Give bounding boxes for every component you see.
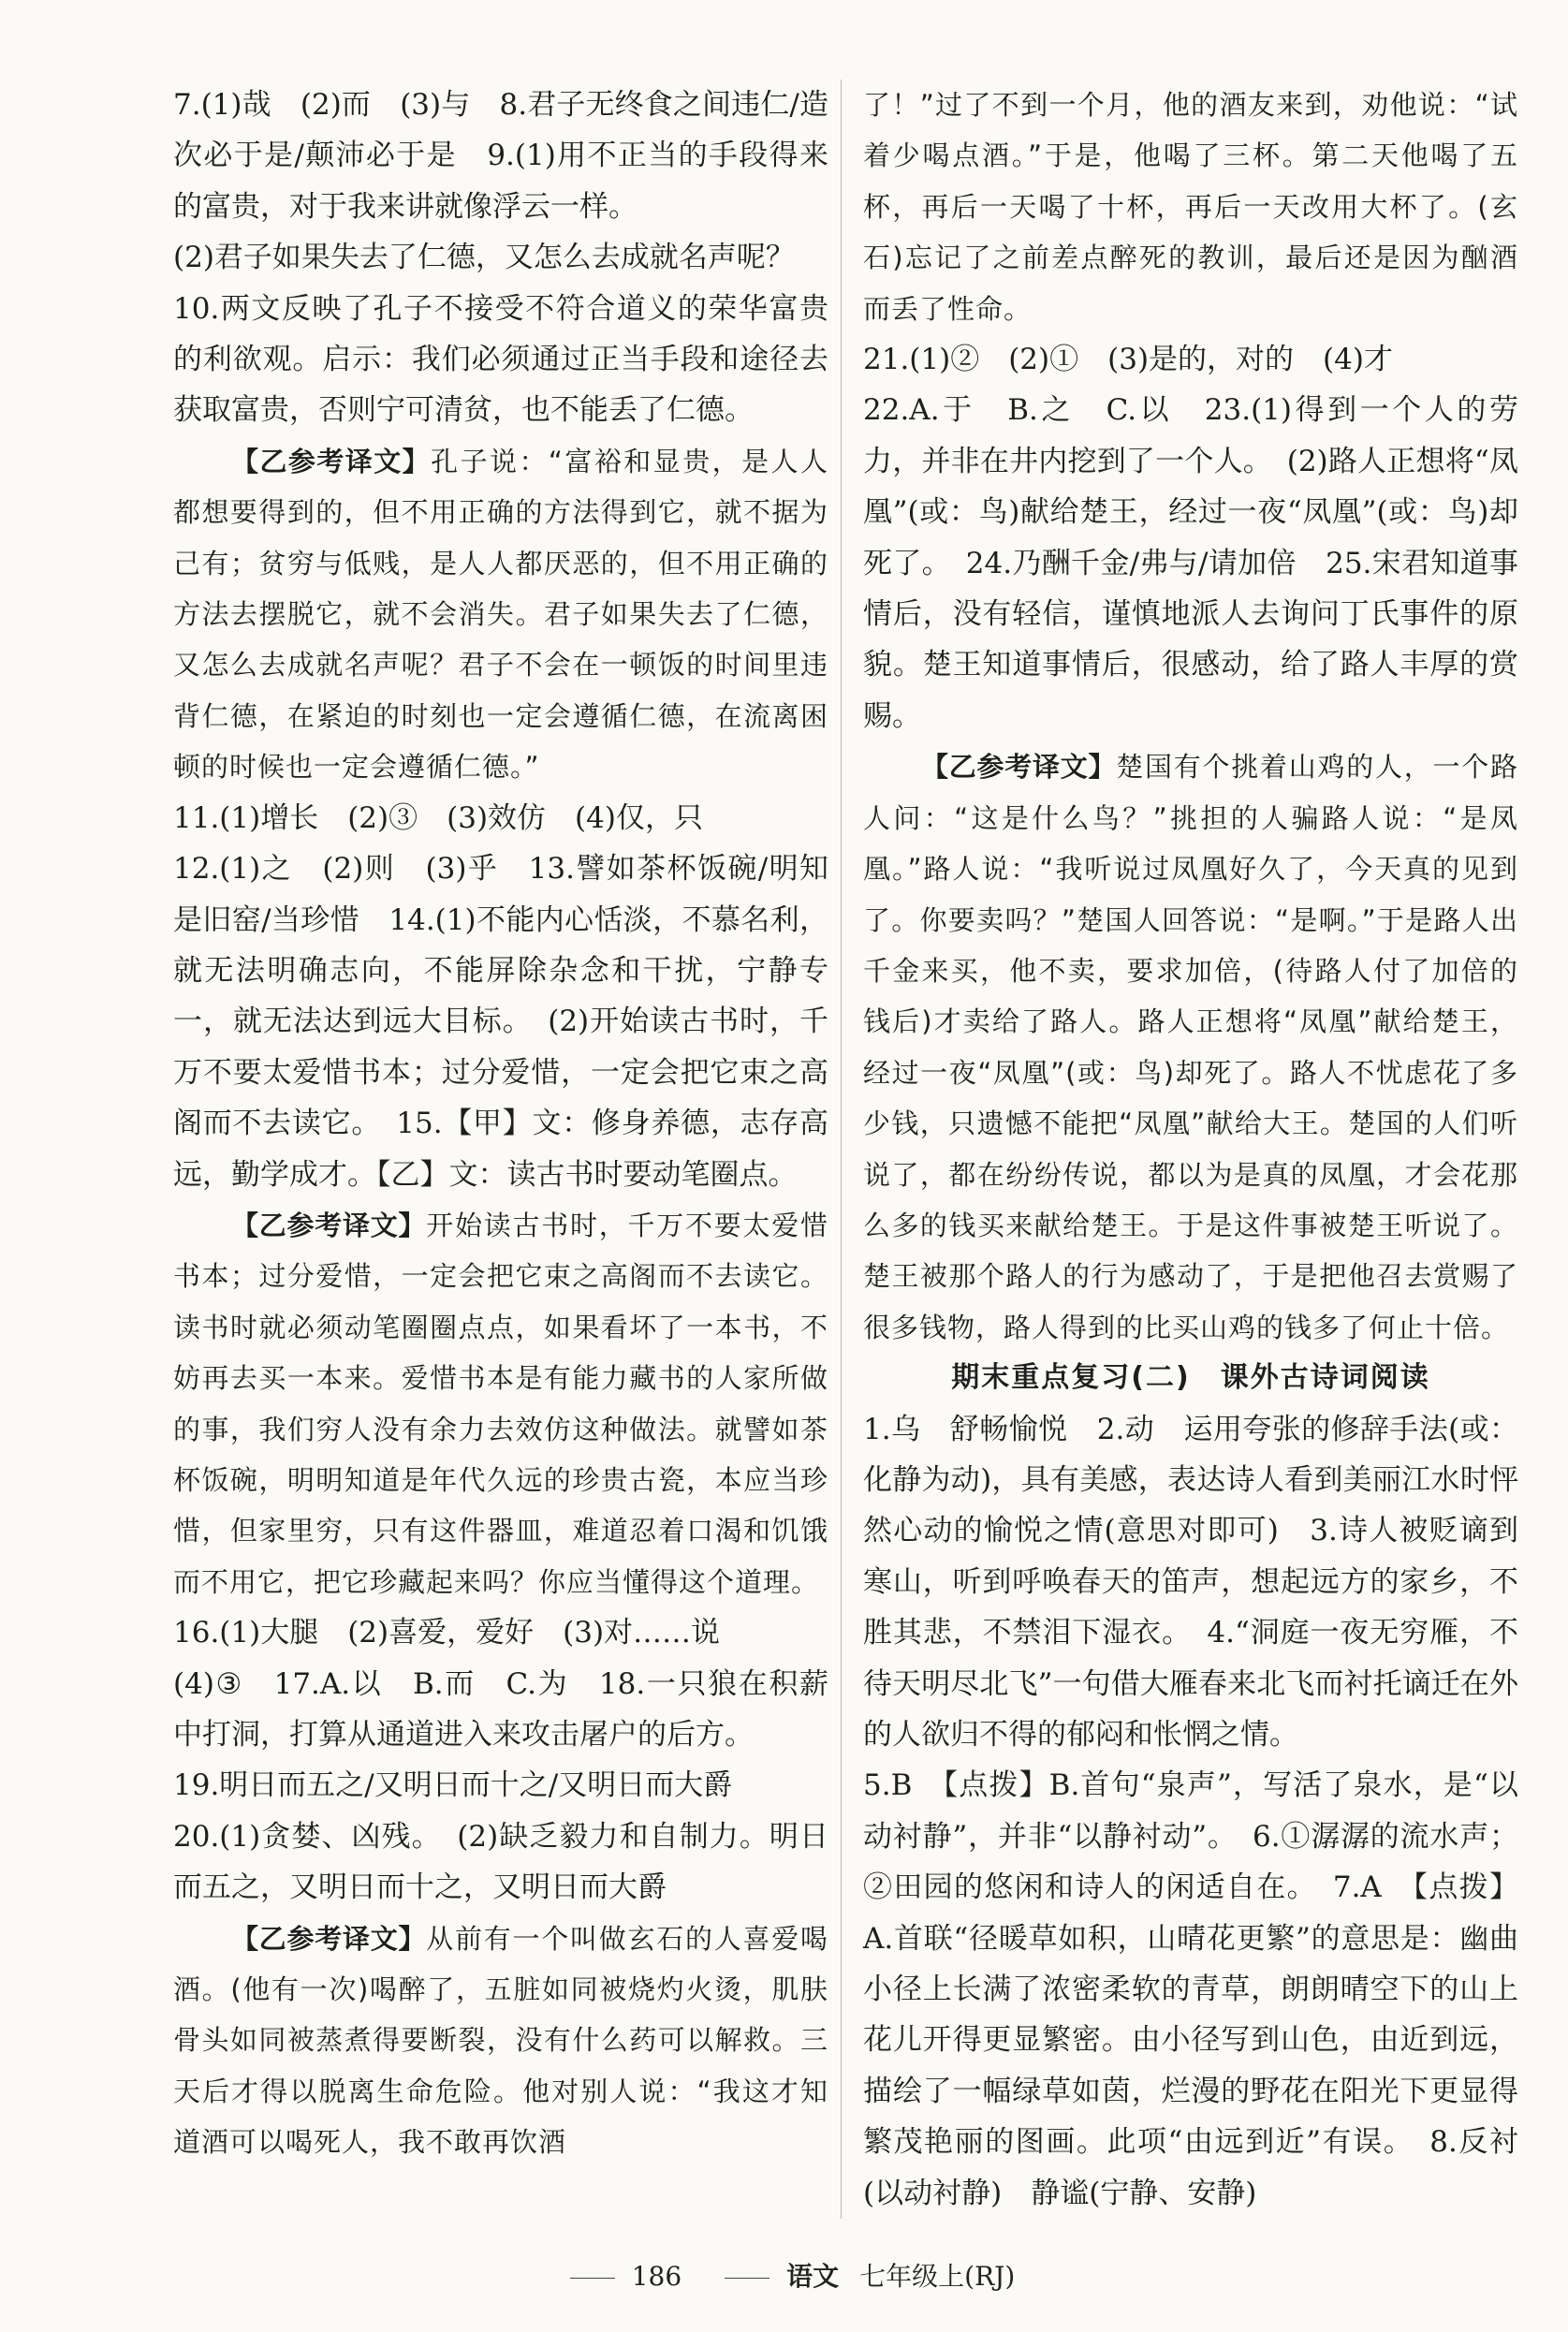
- section-title: 期末重点复习(二) 课外古诗词阅读: [951, 1361, 1430, 1395]
- answer-7-9: 7.(1)哉 (2)而 (3)与 8.君子无终食之间违仁/造次必于是/颠沛必于是 9.(1)用不正当的手段得来的富贵，对于我来讲就像浮云一样。: [173, 88, 828, 224]
- translation-2: [173, 1200, 828, 1607]
- translation-1: [173, 436, 828, 793]
- answer-16: 16.(1)大腿 (2)喜爱，爱好 (3)对……说: [173, 1616, 721, 1650]
- translation-text: 孔子说：“富裕和显贵，是人人都想要得到的，但不用正确的方法得到它，就不据为己有；贫穷与低贱，是人人都厌恶的，但不用正确的方法去摆脱它，就不会消失。君子如果失去了仁德，又怎么去成就名声呢？君子不会在一顿饭的时间里违背仁德，在紧迫的时刻也一定会遵循仁德，在流离困顿的时候也一定会遵循仁德。”: [173, 445, 828, 784]
- translation-3-continued: 了！”过了不到一个月，他的酒友来到，劝他说：“试着少喝点酒。”于是，他喝了三杯。第二天他喝了五杯，再后一天喝了十杯，再后一天改用大杯了。(玄石)忘记了之前差点醉死的教训，最后还是因为酗酒而丢了性命。: [863, 89, 1518, 325]
- column-divider: [841, 80, 842, 2219]
- answer-22-25: 22.A.于 B.之 C.以 23.(1)得到一个人的劳力，并非在井内挖到了一个人。 (2)路人正想将“凤凰”(或：鸟)献给楚王，经过一夜“凤凰”(或：鸟)却死了。 24.乃酬千金/弗与/请加倍 25.宋君知道事情后，没有轻信，谨慎地派人去询问丁氏事件的原貌。楚王知道事情后，很感动，给了路人丰厚的赏赐。: [863, 393, 1518, 733]
- translation-4: [863, 741, 1518, 1353]
- translation-text: 楚国有个挑着山鸡的人，一个路人问：“这是什么鸟？”挑担的人骗路人说：“是凤凰。”路人说：“我听说过凤凰好久了，今天真的见到了。你要卖吗？”楚国人回答说：“是啊。”于是路人出千金来买，他不卖，要求加倍，(待路人付了加倍的钱后)才卖给了路人。路人正想将“凤凰”献给楚王，经过一夜“凤凰”(或：鸟)却死了。路人不忧虑花了多少钱，只遗憾不能把“凤凰”献给大王。楚国的人们听说了，都在纷纷传说，都以为是真的凤凰，才会花那么多的钱买来献给楚王。于是这件事被楚王听说了。楚王被那个路人的行为感动了，于是把他召去赏赐了很多钱物，路人得到的比买山鸡的钱多了何止十倍。: [863, 751, 1518, 1343]
- translation-tag: 【乙参考译文】: [231, 445, 432, 477]
- answer-poem-5-8: 5.B 【点拨】B.首句“泉声”，写活了泉水，是“以动衬静”，并非“以静衬动”。 6.①潺潺的流水声；②田园的悠闲和诗人的闲适自在。 7.A 【点拨】A.首联“径暖草如积，山晴花更繁”的意思是：幽曲小径上长满了浓密柔软的青草，朗朗晴空下的山上花儿开得更显繁密。由小径写到山色，由近到远，描绘了一幅绿草如茵，烂漫的野花在阳光下更显得繁茂艳丽的图画。此项“由远到近”有误。 8.反衬(以动衬静) 静谧(宁静、安静): [863, 1768, 1518, 2210]
- footer-dash-right: [725, 2278, 769, 2279]
- translation-text: 开始读古书时，千万不要太爱惜书本；过分爱惜，一定会把它束之高阁而不去读它。读书时就必须动笔圈圈点点，如果看坏了一本书，不妨再去买一本来。爱惜书本是有能力藏书的人家所做的事，我们穷人没有余力去效仿这种做法。就譬如茶杯饭碗，明明知道是年代久远的珍贵古瓷，本应当珍惜，但家里穷，只有这件器皿，难道忍着口渴和饥饿而不用它，把它珍藏起来吗？你应当懂得这个道理。: [173, 1209, 828, 1598]
- page-number: 186: [631, 2261, 682, 2292]
- translation-tag: 【乙参考译文】: [231, 1922, 427, 1955]
- page-footer: [0, 2256, 1568, 2294]
- translation-tag: 【乙参考译文】: [231, 1209, 427, 1241]
- footer-grade: 七年级上(RJ): [859, 2261, 1016, 2292]
- answer-poem-1-4: 1.乌 舒畅愉悦 2.动 运用夸张的修辞手法(或：化静为动)，具有美感，表达诗人看到美丽江水时怦然心动的愉悦之情(意思对即可) 3.诗人被贬谪到寒山，听到呼唤春天的笛声，想起远方的家乡，不胜其悲，不禁泪下湿衣。 4.“洞庭一夜无穷雁，不待天明尽北飞”一句借大雁春来北飞而衬托谪迁在外的人欲归不得的郁闷和怅惘之情。: [863, 1412, 1518, 1752]
- answer-20: 20.(1)贪婪、凶残。 (2)缺乏毅力和自制力。明日而五之，又明日而十之，又明日而大爵: [173, 1819, 828, 1905]
- footer-dash-left: [570, 2278, 615, 2279]
- translation-text: 从前有一个叫做玄石的人喜爱喝酒。(他有一次)喝醉了，五脏如同被烧灼火烫，肌肤骨头如同被蒸煮得要断裂，没有什么药可以解救。三天后才得以脱离生命危险。他对别人说：“我这才知道酒可以喝死人，我不敢再饮酒: [173, 1922, 828, 2159]
- left-column: [173, 80, 828, 2168]
- footer-subject: 语文: [786, 2261, 840, 2292]
- translation-tag: 【乙参考译文】: [921, 751, 1117, 784]
- answer-19: 19.明日而五之/又明日而十之/又明日而大爵: [173, 1768, 733, 1803]
- answer-16-18: (4)③ 17.A.以 B.而 C.为 18.一只狼在积薪中打洞，打算从通道进入来攻击屠户的后方。: [173, 1666, 828, 1752]
- answer-21: 21.(1)② (2)① (3)是的，对的 (4)才: [863, 343, 1393, 377]
- answer-12-15: 12.(1)之 (2)则 (3)乎 13.譬如茶杯饭碗/明知是旧窑/当珍惜 14.(1)不能内心恬淡，不慕名利，就无法明确志向，不能屏除杂念和干扰，宁静专一，就无法达到远大目标。 (2)开始读古书时，千万不要太爱惜书本；过分爱惜，一定会把它束之高阁而不去读它。 15.【甲】文：修身养德，志存高远，勤学成才。【乙】文：读古书时要动笔圈点。: [173, 852, 828, 1192]
- answer-11: 11.(1)增长 (2)③ (3)效仿 (4)仅，只: [173, 800, 703, 835]
- answer-10: 10.两文反映了孔子不接受不符合道义的荣华富贵的利欲观。启示：我们必须通过正当手段和途径去获取富贵，否则宁可清贫，也不能丢了仁德。: [173, 291, 828, 428]
- right-column: [863, 80, 1518, 2219]
- translation-3: [173, 1914, 828, 2168]
- answer-9-2: (2)君子如果失去了仁德，又怎么去成就名声呢？: [173, 241, 795, 275]
